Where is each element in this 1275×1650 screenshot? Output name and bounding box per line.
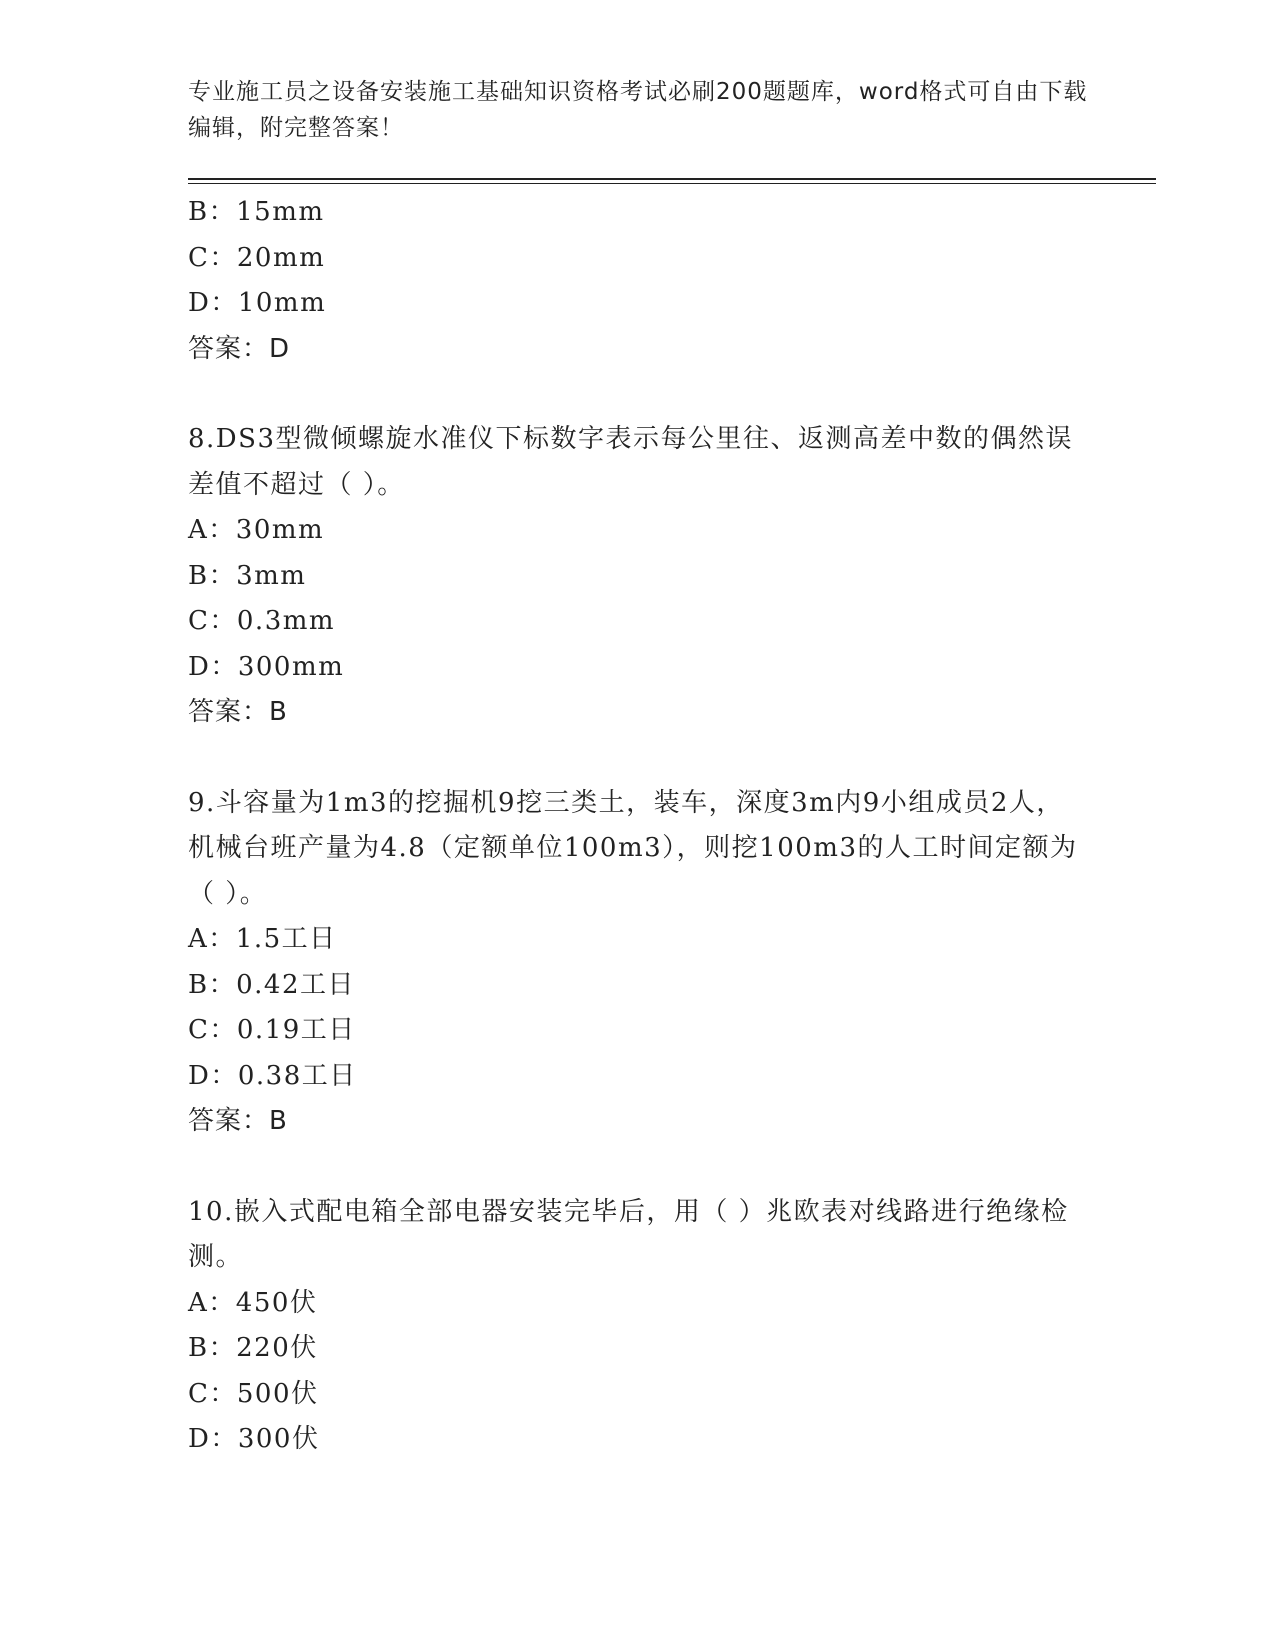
answer-line: 答案：D [188, 333, 291, 364]
option-d: D：0.38工日 [188, 1060, 357, 1091]
option-a: A：1.5工日 [188, 924, 337, 954]
answer-line: 答案：B [188, 1106, 288, 1136]
question-9 [188, 781, 1088, 1145]
header-rule-thick [188, 178, 1156, 180]
option-c: C：0.3mm [188, 606, 336, 636]
option-b: B：15mm [188, 197, 325, 227]
answer-line: 答案：B [188, 697, 288, 727]
option-d: D：300伏 [188, 1424, 320, 1454]
document-body [188, 190, 1088, 1463]
option-d: D：300mm [188, 651, 345, 682]
option-b: B：220伏 [188, 1333, 318, 1363]
option-c: C：0.19工日 [188, 1015, 356, 1045]
question-text: 9.斗容量为1m3的挖掘机9挖三类土，装车，深度3m内9小组成员2人，机械台班产量为4.8（定额单位100m3），则挖100m3的人工时间定额为（ ）。 [188, 787, 1078, 909]
option-d: D：10mm [188, 288, 327, 318]
option-b: B：3mm [188, 560, 307, 591]
header-rule-thin [188, 183, 1156, 184]
option-c: C：500伏 [188, 1378, 319, 1409]
question-8 [188, 417, 1088, 736]
document-header: 专业施工员之设备安装施工基础知识资格考试必刷200题题库，word格式可自由下载编辑，附完整答案！ [188, 79, 1088, 141]
question-text: 10.嵌入式配电箱全部电器安装完毕后，用（ ）兆欧表对线路进行绝缘检测。 [188, 1196, 1069, 1272]
option-b: B：0.42工日 [188, 969, 355, 1000]
question-10 [188, 1190, 1088, 1463]
option-a: A：450伏 [188, 1287, 318, 1318]
option-c: C：20mm [188, 242, 326, 273]
option-a: A：30mm [188, 515, 325, 545]
question-text: 8.DS3型微倾螺旋水准仪下标数字表示每公里往、返测高差中数的偶然误差值不超过（ ）。 [188, 424, 1074, 500]
question-7-continued [188, 190, 1088, 372]
